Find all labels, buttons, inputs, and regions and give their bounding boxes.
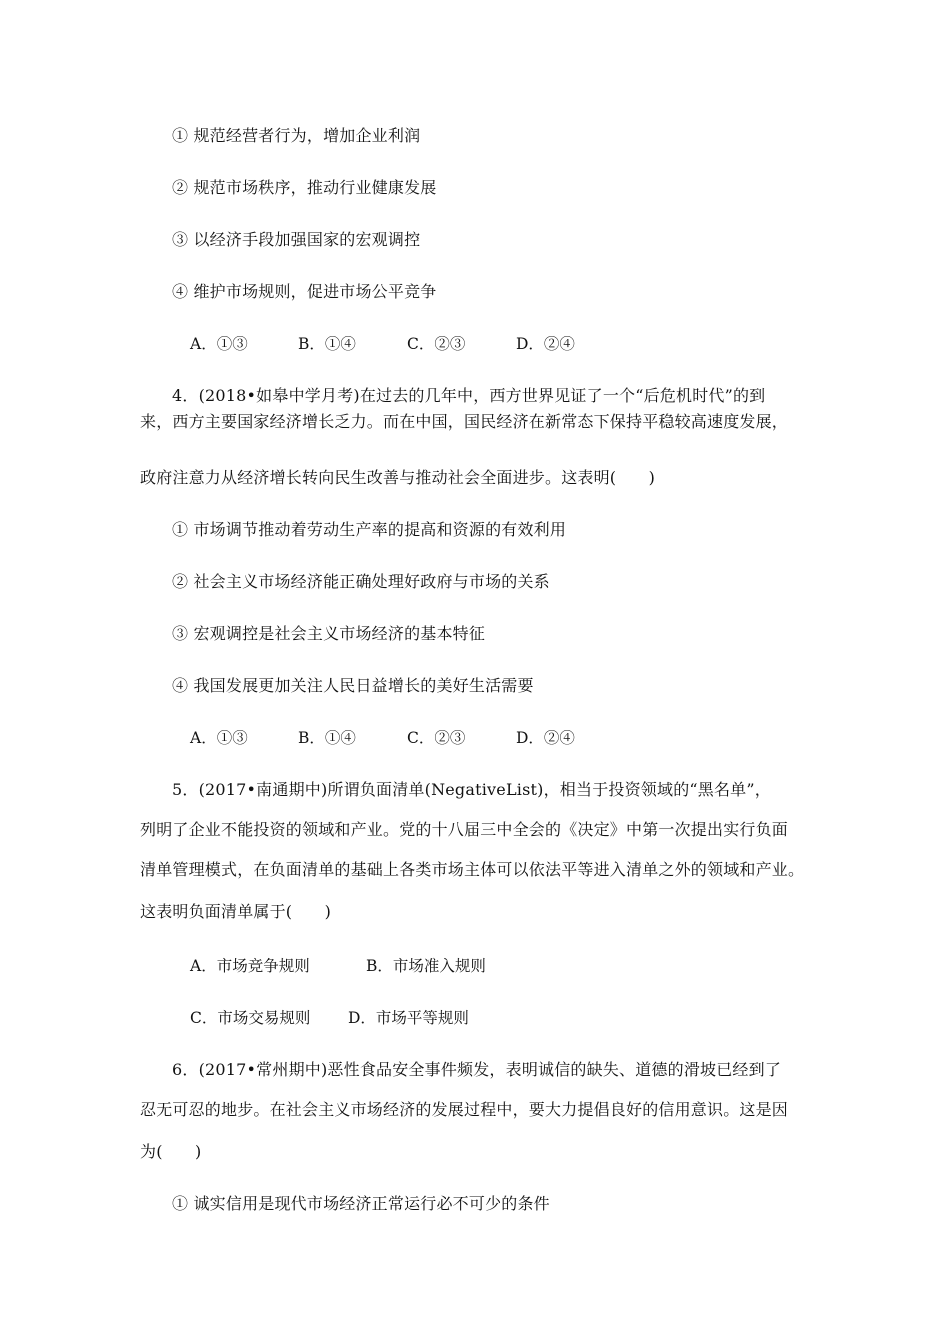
- q3-choice-a: A．①③: [190, 335, 248, 353]
- q3-choice-d: D．②④: [516, 335, 575, 353]
- q4-stem-line-2: 来，西方主要国家经济增长乏力。而在中国，国民经济在新常态下保持平稳较高速度发展，: [140, 412, 789, 431]
- q6-stem-line-2: 忍无可忍的地步。在社会主义市场经济的发展过程中，要大力提倡良好的信用意识。这是因: [140, 1100, 789, 1119]
- q4-choice-a: A．①③: [190, 729, 248, 747]
- q5-stem-line-3: 清单管理模式，在负面清单的基础上各类市场主体可以依法平等进入清单之外的领域和产业。: [140, 860, 805, 879]
- q3-choice-c: C．②③: [407, 335, 466, 353]
- q5-stem-line-4: 这表明负面清单属于( ): [140, 902, 332, 921]
- q3-item-1: ① 规范经营者行为，增加企业利润: [172, 126, 421, 145]
- q6-stem-line-3: 为( ): [140, 1142, 202, 1161]
- q4-item-2: ② 社会主义市场经济能正确处理好政府与市场的关系: [172, 572, 550, 591]
- q4-choice-d: D．②④: [516, 729, 575, 747]
- q4-item-3: ③ 宏观调控是社会主义市场经济的基本特征: [172, 624, 486, 643]
- q4-choice-b: B．①④: [298, 729, 356, 747]
- q3-choice-b: B．①④: [298, 335, 356, 353]
- q5-choice-d: D．市场平等规则: [348, 1009, 469, 1027]
- q5-choice-b: B．市场准入规则: [366, 957, 486, 975]
- q3-item-3: ③ 以经济手段加强国家的宏观调控: [172, 230, 421, 249]
- q5-choice-c: C．市场交易规则: [190, 1009, 311, 1027]
- q6-stem-line-1: 6．(2017•常州期中)恶性食品安全事件频发，表明诚信的缺失、道德的滑坡已经到了: [172, 1060, 782, 1079]
- q5-choice-a: A．市场竞争规则: [190, 957, 310, 975]
- q5-stem-line-2: 列明了企业不能投资的领域和产业。党的十八届三中全会的《决定》中第一次提出实行负面: [140, 820, 789, 839]
- q6-item-1: ① 诚实信用是现代市场经济正常运行必不可少的条件: [172, 1194, 550, 1213]
- q4-item-4: ④ 我国发展更加关注人民日益增长的美好生活需要: [172, 676, 534, 695]
- q3-item-2: ② 规范市场秩序，推动行业健康发展: [172, 178, 437, 197]
- q4-stem-line-3: 政府注意力从经济增长转向民生改善与推动社会全面进步。这表明( ): [140, 468, 656, 487]
- q4-item-1: ① 市场调节推动着劳动生产率的提高和资源的有效利用: [172, 520, 567, 539]
- q3-item-4: ④ 维护市场规则，促进市场公平竞争: [172, 282, 437, 301]
- q4-choice-c: C．②③: [407, 729, 466, 747]
- q4-stem-line-1: 4．(2018•如皋中学月考)在过去的几年中，西方世界见证了一个“后危机时代”的到: [172, 386, 766, 405]
- q5-stem-line-1: 5．(2017•南通期中)所谓负面清单(NegativeList)，相当于投资领域的“黑名单”，: [172, 780, 771, 799]
